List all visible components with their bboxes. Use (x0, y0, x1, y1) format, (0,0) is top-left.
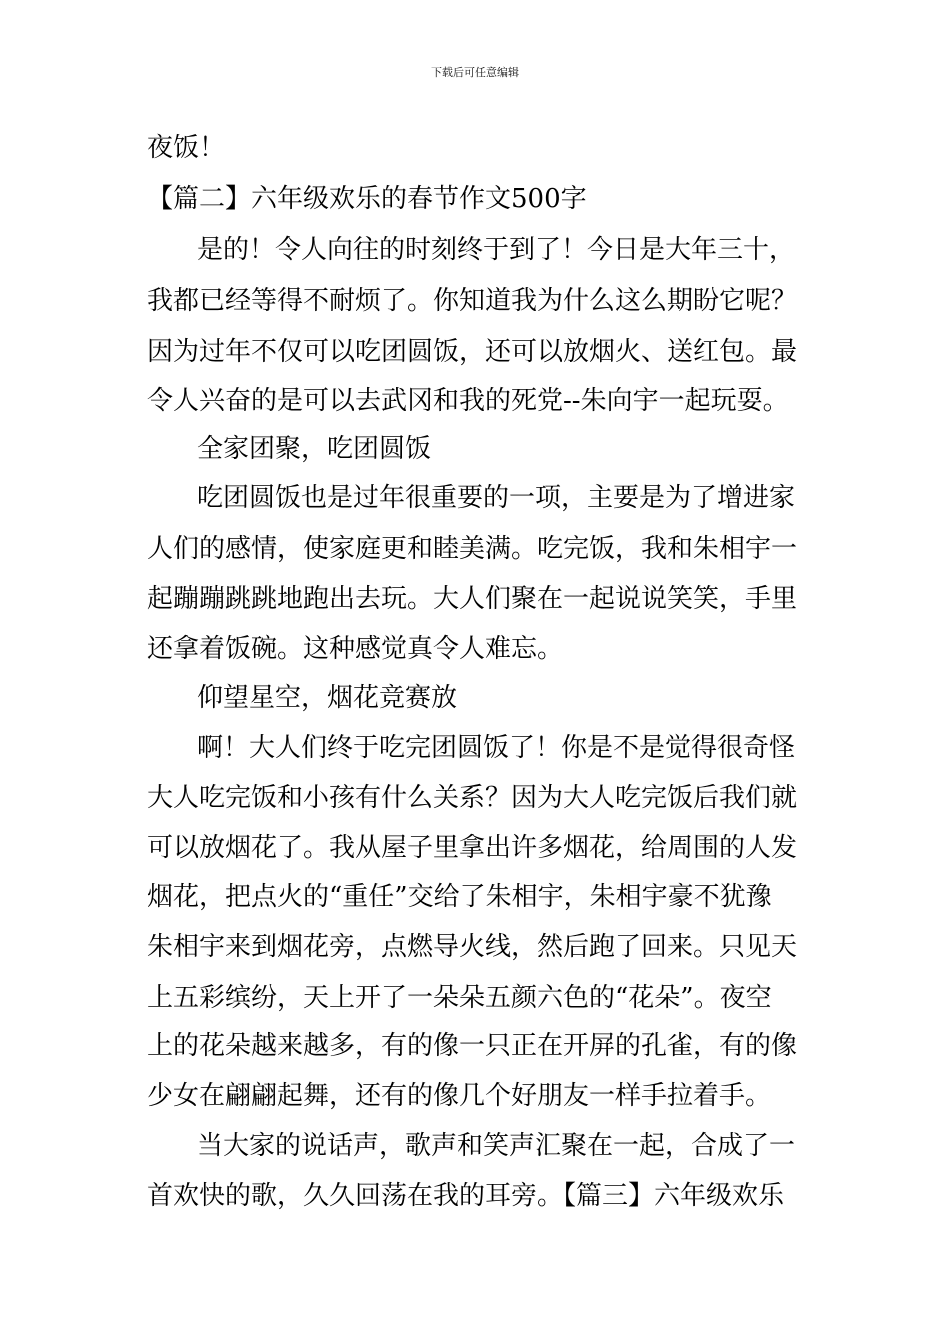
text-line: 上的花朵越来越多，有的像一只正在开屏的孔雀，有的像 (147, 1031, 798, 1061)
subheading: 全家团聚，吃团圆饭 (197, 434, 432, 464)
text-line: 起蹦蹦跳跳地跑出去玩。大人们聚在一起说说笑笑，手里 (147, 584, 798, 614)
text-line: 是的！令人向往的时刻终于到了！今日是大年三十， (197, 235, 796, 265)
text-line: 朱相宇来到烟花旁，点燃导火线，然后跑了回来。只见天 (147, 932, 798, 962)
text-line: 可以放烟花了。我从屋子里拿出许多烟花，给周围的人发 (147, 833, 798, 863)
subheading: 仰望星空，烟花竞赛放 (197, 683, 458, 713)
text-line: 当大家的说话声，歌声和笑声汇聚在一起，合成了一 (197, 1131, 796, 1161)
text-line: 我都已经等得不耐烦了。你知道我为什么这么期盼它呢？ (147, 286, 798, 316)
text-line: 大人吃完饭和小孩有什么关系？因为大人吃完饭后我们就 (147, 783, 798, 813)
text-line: 吃团圆饭也是过年很重要的一项，主要是为了增进家 (197, 483, 796, 513)
text-line: 上五彩缤纷，天上开了一朵朵五颜六色的“花朵”。夜空 (147, 983, 772, 1013)
text-line: 人们的感情，使家庭更和睦美满。吃完饭，我和朱相宇一 (147, 534, 798, 564)
text-line: 啊！大人们终于吃完团圆饭了！你是不是觉得很奇怪 (197, 733, 796, 763)
text-line: 首欢快的歌，久久回荡在我的耳旁。【篇三】六年级欢乐 (147, 1181, 785, 1211)
section-heading: 【篇二】六年级欢乐的春节作文500字 (147, 184, 587, 214)
text-line: 烟花，把点火的“重任”交给了朱相宇，朱相宇豪不犹豫 (147, 882, 772, 912)
text-line: 还拿着饭碗。这种感觉真令人难忘。 (147, 634, 564, 664)
text-line: 夜饭！ (147, 133, 226, 163)
page-header: 下载后可任意编辑 (431, 66, 519, 79)
text-line: 令人兴奋的是可以去武冈和我的死党--朱向宇一起玩耍。 (147, 386, 789, 416)
text-line: 少女在翩翩起舞，还有的像几个好朋友一样手拉着手。 (147, 1081, 772, 1111)
text-line: 因为过年不仅可以吃团圆饭，还可以放烟火、送红包。最 (147, 337, 798, 367)
